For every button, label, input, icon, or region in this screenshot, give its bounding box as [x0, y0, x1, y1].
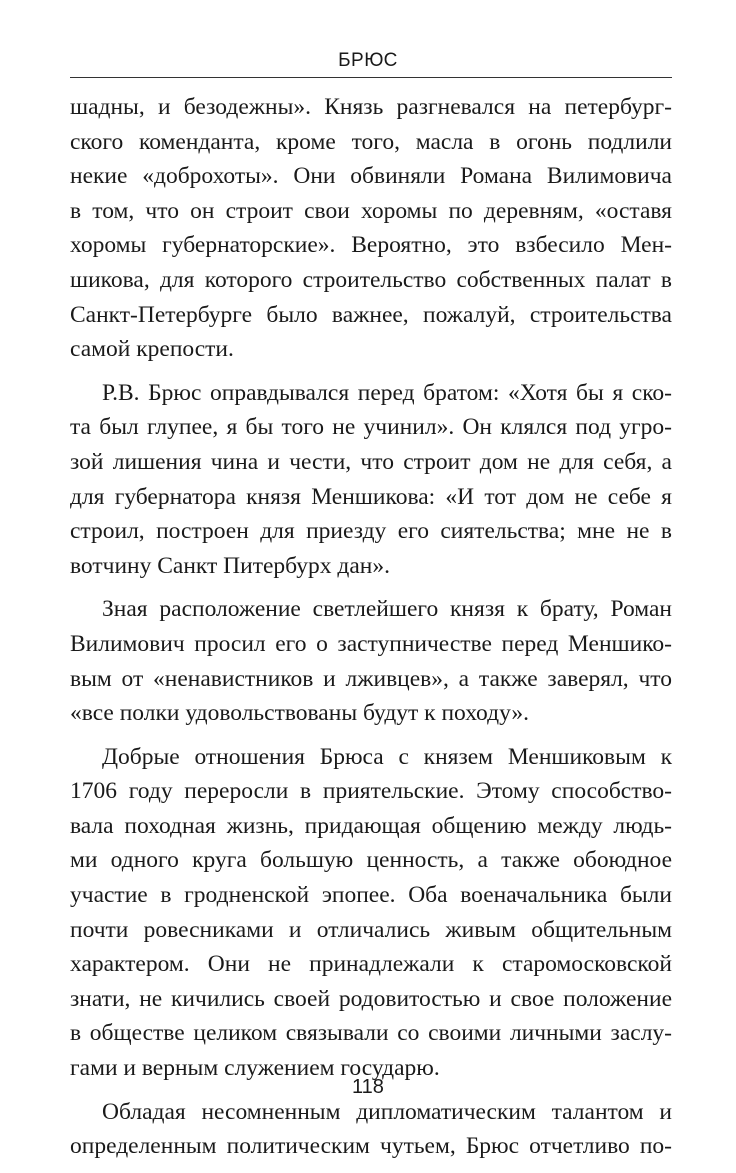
text-line: Зная расположение светлейшего князя к брату, Роман: [102, 596, 672, 623]
text-line: шикова, для которого строительство собственных палат в: [70, 266, 672, 293]
text-line: вым от «ненавистников и лживцев», а также заверял, что: [70, 665, 672, 692]
text-line: в том, что он строит свои хоромы по деревням, «оставя: [70, 197, 672, 224]
text-line: ского коменданта, кроме того, масла в огонь подлили: [70, 128, 672, 155]
text-line: некие «доброхоты». Они обвиняли Романа Вилимовича: [70, 163, 672, 190]
body-text: [70, 90, 672, 1173]
paragraph-1: [70, 90, 672, 367]
text-line: зой лишения чина и чести, что строит дом не для себя, а: [70, 448, 672, 475]
header-rule: [70, 77, 672, 78]
text-line: ми одного круга большую ценность, а также обоюдное: [70, 847, 672, 874]
paragraph-3: [70, 592, 672, 730]
text-line: характером. Они не принадлежали к старомосковской: [70, 951, 672, 978]
paragraph-5: [70, 1095, 672, 1164]
text-line: та был глупее, я бы того не учинил». Он клялся под угро-: [70, 414, 672, 441]
text-line: вотчину Санкт Питербурх дан».: [70, 552, 390, 579]
text-line: хоромы губернаторские». Вероятно, это взбесило Мен-: [70, 232, 672, 259]
text-line: Р.В. Брюс оправдывался перед братом: «Хотя бы я ско-: [102, 379, 672, 406]
text-line: участие в гродненской эпопее. Оба военачальника были: [70, 882, 672, 909]
text-line: Добрые отношения Брюса с князем Меншиковым к: [102, 743, 672, 770]
text-line: Вилимович просил его о заступничестве перед Меншико-: [70, 630, 672, 657]
text-line: знати, не кичились своей родовитостью и свое положение: [70, 985, 672, 1012]
text-line: гами и верным служением государю.: [70, 1055, 440, 1082]
text-line: почти ровесниками и отличались живым общительным: [70, 916, 672, 943]
text-line: 1706 году переросли в приятельские. Этому способство-: [70, 778, 672, 805]
page-number: 118: [352, 1076, 384, 1098]
text-line: для губернатора князя Меншикова: «И тот дом не себе я: [70, 483, 672, 510]
text-line: шадны, и безодежны». Князь разгневался на петербург-: [70, 94, 672, 120]
paragraph-2: [70, 376, 672, 584]
paragraph-4: [70, 740, 672, 1086]
text-line: Санкт-Петербурге было важнее, пожалуй, строительства: [70, 301, 672, 328]
text-line: определенным политическим чутьем, Брюс отчетливо по-: [70, 1133, 672, 1160]
text-line: в обществе целиком связывали со своими личными заслу-: [70, 1020, 672, 1047]
running-head: БРЮС: [338, 50, 398, 71]
text-line: «все полки удовольствованы будут к походу».: [70, 700, 530, 727]
text-line: Обладая несомненным дипломатическим талантом и: [102, 1098, 672, 1125]
text-line: самой крепости.: [70, 336, 234, 363]
text-line: строил, построен для приезду его сиятельства; мне не в: [70, 518, 672, 545]
text-line: вала походная жизнь, придающая общению между людь-: [70, 812, 672, 839]
